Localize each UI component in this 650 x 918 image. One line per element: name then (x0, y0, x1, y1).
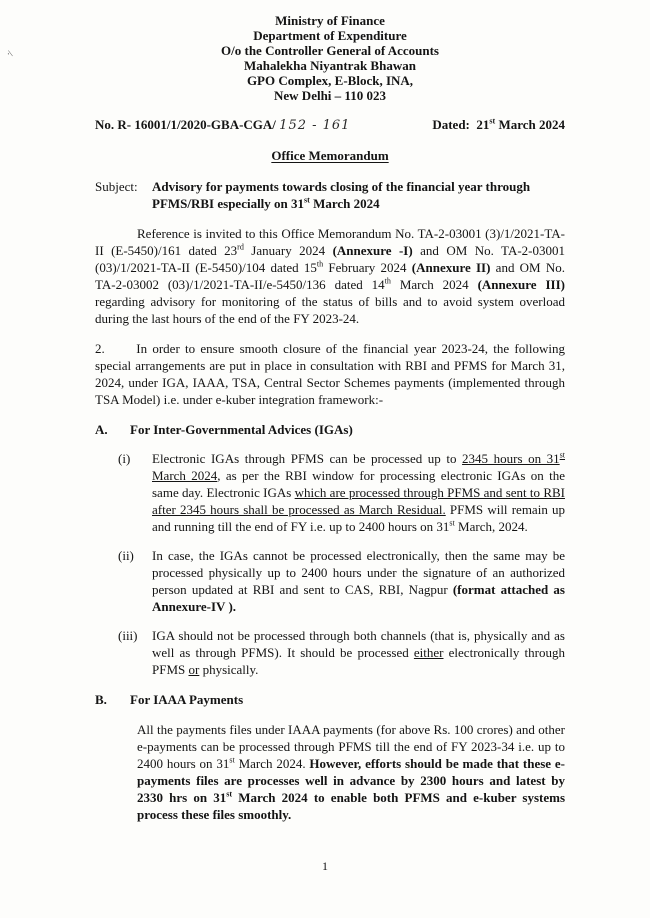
list-item-i-text: Electronic IGAs through PFMS can be processed up to 2345 hours on 31st March 2024, as per the RBI window for processing electronic IGAs on the same day. Electronic IGAs which are processed through PFMS and sent to RBI after 2345 hours shall be processed as March Residual. PFMS will remain up and running till the end of FY i.e. up to 2400 hours on 31st March, 2024. (152, 450, 566, 534)
list-item-i (95, 450, 565, 535)
letterhead-line-city: New Delhi – 110 023 (274, 88, 386, 103)
list-item-ii (95, 547, 565, 615)
letterhead-line-department: Department of Expenditure (253, 28, 407, 43)
section-b-title: For IAAA Payments (130, 692, 244, 707)
list-item-ii-text: In case, the IGAs cannot be processed electronically, then the same may be processed physically up to 2400 hours under the signature of an authorized person updated at RBI and sent to CAS, RBI, Nagpur (format attached as Annexure-IV ). (152, 548, 565, 614)
letterhead-line-office: O/o the Controller General of Accounts (221, 43, 439, 58)
paragraph-arrangements: 2. In order to ensure smooth closure of the financial year 2023-24, the following special arrangements are put in place in consultation with RBI and PFMS for March 31, 2024, under IGA, IAAA, TSA, Central Sector Schemes payments (implemented through TSA Model) i.e. under e-kuber integration framework:- (95, 341, 565, 407)
subject-text: Advisory for payments towards closing of the financial year through PFMS/RBI especially on 31st March 2024 (152, 179, 531, 211)
section-a-heading (95, 421, 565, 438)
section-a-label: A. (95, 422, 108, 437)
subject-row (95, 178, 565, 212)
paragraph-reference: Reference is invited to this Office Memorandum No. TA-2-03001 (3)/1/2021-TA-II (E-5450)/161 dated 23rd January 2024 (Annexure -I) and OM No. TA-2-03001 (03)/1/2021-TA-II (E-5450)/104 dated 15th February 2024 (Annexure II) and OM No. TA-2-03002 (03)/1/2021-TA-II/e-5450/136 dated 14th March 2024 (Annexure III) regarding advisory for monitoring of the status of bills and to avoid system overload during the last hours of the end of the FY 2023-24. (95, 226, 565, 326)
list-item-iii-text: IGA should not be processed through both channels (that is, physically and as well as through PFMS). It should be processed either electronically through PFMS or physically. (152, 628, 565, 677)
section-b-label: B. (95, 692, 107, 707)
letterhead-line-address: GPO Complex, E-Block, INA, (246, 73, 414, 88)
reference-date: Dated: 21st March 2024 (432, 116, 565, 132)
document-title: Office Memorandum (271, 148, 389, 163)
list-item-ii-number: (ii) (118, 548, 134, 563)
reference-number: No. R- 16001/1/2020-GBA-CGA/ 152 - 161 (95, 117, 351, 133)
reference-row (95, 116, 565, 134)
list-item-i-number: (i) (118, 451, 131, 466)
page-number: 1 (322, 859, 328, 873)
scan-artifact-mark: ·\ (5, 48, 13, 61)
section-b-heading (95, 691, 565, 708)
letterhead-line-ministry: Ministry of Finance (275, 13, 385, 28)
section-b-paragraph: All the payments files under IAAA payments (for above Rs. 100 crores) and other e-payments can be processed through PFMS till the end of FY 2023-34 i.e. up to 2400 hours on 31st March 2024. However, efforts should be made that these e-payments files are processes well in advance by 2300 hours and latest by 2330 hrs on 31st March 2024 to enable both PFMS and e-kuber systems process these files smoothly. (137, 722, 565, 822)
list-item-iii-number: (iii) (118, 628, 138, 643)
subject-label: Subject: (95, 179, 138, 194)
section-a-title: For Inter-Governmental Advices (IGAs) (130, 422, 353, 437)
letterhead (95, 13, 565, 103)
letterhead-line-building: Mahalekha Niyantrak Bhawan (244, 58, 416, 73)
list-item-iii (95, 627, 565, 678)
